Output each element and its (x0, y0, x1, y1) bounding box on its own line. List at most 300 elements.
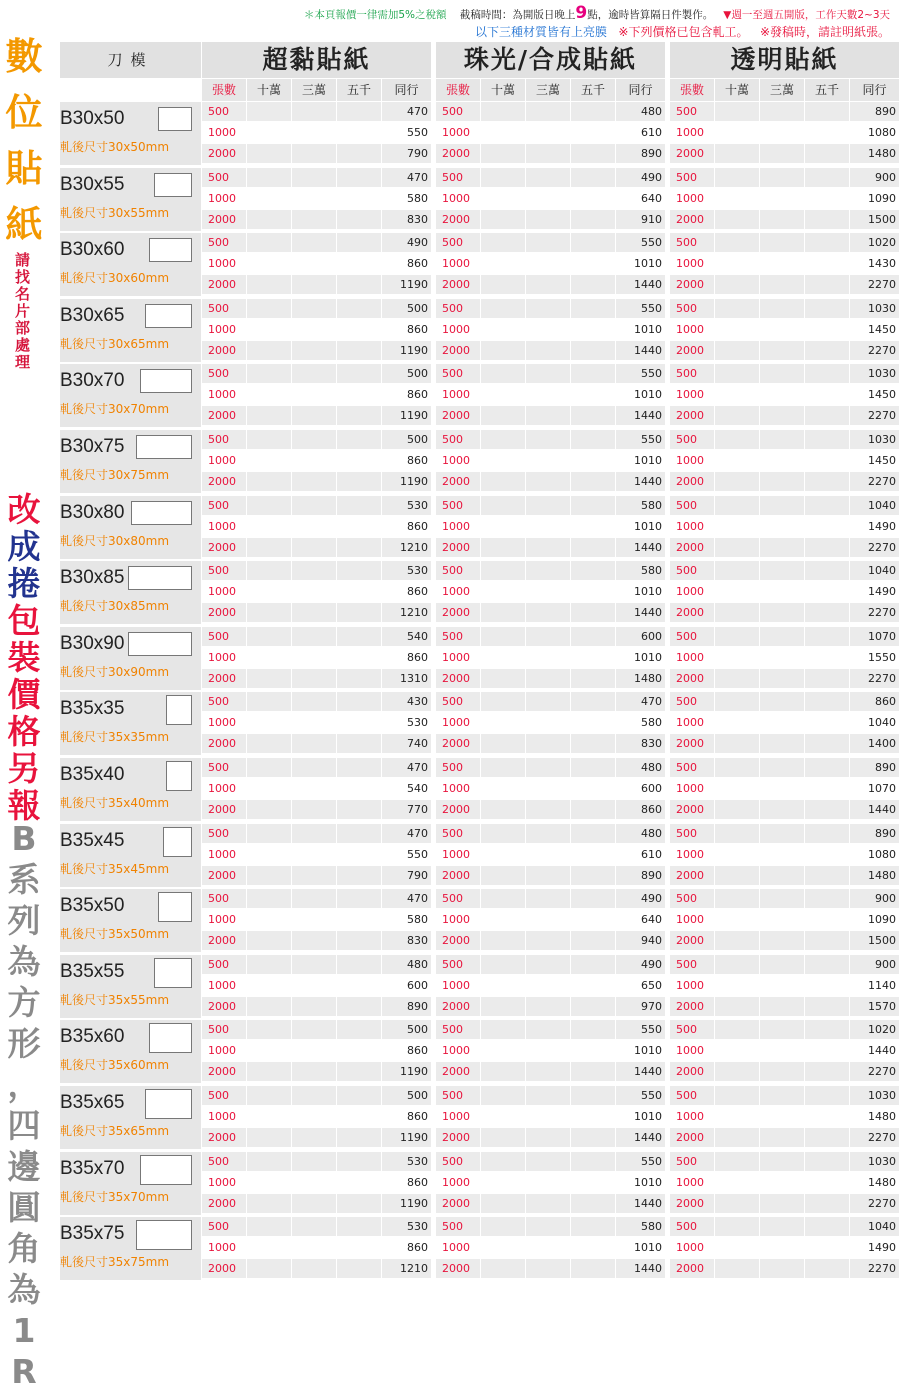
size-cell (60, 102, 201, 165)
empty-tier-cell (760, 1041, 804, 1060)
empty-tier-cell (715, 496, 759, 515)
side-package-note-char: 報 (7, 786, 41, 825)
empty-tier-cell (715, 210, 759, 229)
quantity-cell: 500 (436, 233, 480, 252)
empty-tier-cell (481, 168, 525, 187)
quantity-cell: 1000 (676, 1044, 704, 1057)
empty-tier-cell (571, 123, 615, 142)
price-cell: 1480 (850, 144, 899, 163)
size-cell (60, 496, 201, 559)
empty-tier-cell (760, 385, 804, 404)
size-preview-box (131, 501, 192, 525)
empty-tier-cell (571, 406, 615, 425)
empty-tier-cell (292, 997, 336, 1016)
empty-tier-cell (715, 451, 759, 470)
quantity-cell: 2000 (670, 144, 714, 163)
size-name: B30x50 (60, 108, 125, 129)
size-description: 軋後尺寸30x55mm (60, 206, 170, 220)
empty-tier-cell (292, 341, 336, 360)
empty-tier-cell (247, 299, 291, 318)
empty-tier-cell (481, 341, 525, 360)
size-preview-box (145, 304, 193, 328)
price-cell: 2270 (850, 1259, 899, 1278)
size-name: B35x40 (60, 764, 125, 785)
empty-tier-cell (760, 889, 804, 908)
quantity-cell: 500 (670, 889, 714, 908)
empty-tier-cell (481, 233, 525, 252)
empty-tier-cell (292, 364, 336, 383)
quantity-cell: 500 (202, 955, 246, 974)
quantity-cell: 1000 (442, 651, 470, 664)
empty-tier-cell (292, 1107, 336, 1126)
quantity-cell: 500 (670, 627, 714, 646)
empty-tier-cell (805, 1238, 849, 1257)
side-shape-note-char: 1 (12, 1311, 36, 1350)
price-cell: 860 (616, 800, 665, 819)
empty-tier-cell (715, 102, 759, 121)
quantity-cell: 1000 (442, 1241, 470, 1254)
empty-tier-cell (571, 233, 615, 252)
price-cell: 1310 (382, 669, 431, 688)
empty-tier-cell (247, 976, 291, 995)
price-cell: 770 (382, 800, 431, 819)
empty-tier-cell (247, 1020, 291, 1039)
empty-tier-cell (760, 210, 804, 229)
size-name: B35x75 (60, 1223, 125, 1244)
price-cell: 580 (641, 716, 662, 729)
empty-tier-cell (292, 889, 336, 908)
empty-tier-cell (337, 800, 381, 819)
side-title-char: 位 (5, 91, 43, 134)
size-preview-box (166, 695, 192, 725)
price-cell: 2270 (850, 669, 899, 688)
quantity-cell: 500 (202, 1152, 246, 1171)
price-cell: 580 (407, 913, 428, 926)
empty-tier-cell (247, 341, 291, 360)
quantity-cell: 500 (202, 692, 246, 711)
empty-tier-cell (481, 648, 525, 667)
empty-tier-cell (526, 1217, 570, 1236)
side-subtitle-char: 處 (15, 336, 31, 354)
size-name: B30x70 (60, 370, 125, 391)
empty-tier-cell (715, 1194, 759, 1213)
empty-tier-cell (715, 472, 759, 491)
price-cell: 1430 (868, 257, 896, 270)
empty-tier-cell (715, 406, 759, 425)
size-name: B35x50 (60, 895, 125, 916)
empty-tier-cell (337, 1152, 381, 1171)
empty-tier-cell (337, 472, 381, 491)
price-cell: 500 (382, 430, 431, 449)
quantity-cell: 500 (670, 102, 714, 121)
quantity-cell: 2000 (670, 472, 714, 491)
material-header-1: 超黏貼紙 (202, 42, 431, 78)
empty-tier-cell (715, 1238, 759, 1257)
quantity-cell: 500 (202, 364, 246, 383)
quantity-cell: 1000 (676, 979, 704, 992)
price-cell: 1440 (616, 603, 665, 622)
price-cell: 890 (850, 102, 899, 121)
empty-tier-cell (481, 561, 525, 580)
quantity-cell: 500 (436, 627, 480, 646)
empty-tier-cell (760, 758, 804, 777)
empty-tier-cell (805, 955, 849, 974)
empty-tier-cell (247, 517, 291, 536)
price-cell: 830 (382, 210, 431, 229)
quantity-cell: 500 (670, 1217, 714, 1236)
empty-tier-cell (481, 603, 525, 622)
price-cell: 1490 (868, 585, 896, 598)
empty-tier-cell (481, 845, 525, 864)
empty-tier-cell (571, 472, 615, 491)
quantity-cell: 1000 (676, 323, 704, 336)
empty-tier-cell (247, 800, 291, 819)
empty-tier-cell (715, 144, 759, 163)
empty-tier-cell (805, 669, 849, 688)
empty-tier-cell (571, 299, 615, 318)
empty-tier-cell (481, 779, 525, 798)
empty-tier-cell (760, 1238, 804, 1257)
empty-tier-cell (715, 779, 759, 798)
quantity-cell: 2000 (202, 538, 246, 557)
empty-tier-cell (760, 734, 804, 753)
empty-tier-cell (571, 692, 615, 711)
quantity-cell: 1000 (442, 1110, 470, 1123)
diecut-notice: ※下列價格已包含軋工。 (618, 25, 749, 39)
quantity-cell: 2000 (670, 210, 714, 229)
empty-tier-cell (337, 1238, 381, 1257)
size-preview-box (166, 761, 192, 791)
empty-tier-cell (247, 168, 291, 187)
deadline-notice: 截稿時間：為開版日晚上 (459, 9, 576, 21)
empty-tier-cell (571, 102, 615, 121)
empty-tier-cell (337, 889, 381, 908)
empty-tier-cell (247, 1128, 291, 1147)
empty-tier-cell (760, 669, 804, 688)
empty-tier-cell (805, 692, 849, 711)
empty-tier-cell (571, 496, 615, 515)
size-description: 軋後尺寸30x75mm (60, 468, 170, 482)
empty-tier-cell (760, 430, 804, 449)
price-cell: 1040 (850, 496, 899, 515)
quantity-cell: 1000 (676, 848, 704, 861)
price-cell: 2270 (850, 1062, 899, 1081)
empty-tier-cell (337, 123, 381, 142)
empty-tier-cell (481, 692, 525, 711)
empty-tier-cell (292, 472, 336, 491)
tax-notice: ＊本頁報價一律需加5%之稅額 (303, 9, 447, 21)
quantity-cell: 2000 (436, 734, 480, 753)
price-cell: 1440 (616, 472, 665, 491)
empty-tier-cell (247, 866, 291, 885)
empty-tier-cell (247, 496, 291, 515)
quantity-cell: 1000 (676, 257, 704, 270)
price-cell: 790 (382, 144, 431, 163)
empty-tier-cell (247, 997, 291, 1016)
empty-tier-cell (247, 1259, 291, 1278)
empty-tier-cell (760, 910, 804, 929)
price-cell: 1190 (382, 1128, 431, 1147)
empty-tier-cell (481, 627, 525, 646)
empty-tier-cell (337, 1020, 381, 1039)
empty-tier-cell (715, 582, 759, 601)
size-name: B35x45 (60, 830, 125, 851)
price-cell: 550 (616, 1020, 665, 1039)
price-cell: 1070 (850, 627, 899, 646)
price-cell: 2270 (850, 406, 899, 425)
sub-header-3: 五千 (571, 79, 615, 101)
price-cell: 2270 (850, 1194, 899, 1213)
empty-tier-cell (292, 496, 336, 515)
quantity-cell: 2000 (436, 603, 480, 622)
empty-tier-cell (760, 648, 804, 667)
price-cell: 480 (616, 758, 665, 777)
empty-tier-cell (247, 1152, 291, 1171)
empty-tier-cell (571, 603, 615, 622)
price-cell: 1010 (634, 454, 662, 467)
deadline-notice-end: 點，逾時皆算隔日件製作。 (587, 9, 714, 21)
empty-tier-cell (760, 168, 804, 187)
empty-tier-cell (715, 168, 759, 187)
empty-tier-cell (337, 713, 381, 732)
quantity-cell: 1000 (208, 257, 236, 270)
size-cell (60, 758, 201, 821)
quantity-cell: 1000 (442, 520, 470, 533)
empty-tier-cell (715, 320, 759, 339)
price-cell: 1440 (616, 1194, 665, 1213)
empty-tier-cell (715, 648, 759, 667)
empty-tier-cell (526, 538, 570, 557)
empty-tier-cell (526, 275, 570, 294)
size-cell (60, 1020, 201, 1083)
empty-tier-cell (715, 758, 759, 777)
empty-tier-cell (337, 1259, 381, 1278)
size-preview-box (149, 1023, 192, 1053)
empty-tier-cell (571, 1128, 615, 1147)
empty-tier-cell (526, 1107, 570, 1126)
size-description: 軋後尺寸35x45mm (60, 862, 170, 876)
price-cell: 1010 (634, 1176, 662, 1189)
price-cell: 1500 (850, 210, 899, 229)
empty-tier-cell (247, 713, 291, 732)
price-cell: 860 (407, 323, 428, 336)
empty-tier-cell (760, 189, 804, 208)
empty-tier-cell (571, 910, 615, 929)
quantity-cell: 500 (202, 561, 246, 580)
empty-tier-cell (292, 385, 336, 404)
empty-tier-cell (526, 430, 570, 449)
quantity-cell: 2000 (670, 1128, 714, 1147)
quantity-cell: 500 (436, 1020, 480, 1039)
quantity-cell: 2000 (202, 406, 246, 425)
empty-tier-cell (292, 1238, 336, 1257)
price-cell: 470 (382, 889, 431, 908)
side-shape-note-char: R (11, 1352, 37, 1391)
empty-tier-cell (571, 451, 615, 470)
price-cell: 1030 (850, 1152, 899, 1171)
size-preview-box (128, 566, 192, 590)
price-cell: 610 (641, 126, 662, 139)
empty-tier-cell (292, 713, 336, 732)
size-name: B35x65 (60, 1092, 125, 1113)
quantity-cell: 1000 (676, 388, 704, 401)
empty-tier-cell (526, 364, 570, 383)
size-name: B35x55 (60, 961, 125, 982)
empty-tier-cell (247, 910, 291, 929)
empty-tier-cell (481, 1107, 525, 1126)
price-cell: 580 (616, 1217, 665, 1236)
quantity-cell: 1000 (676, 520, 704, 533)
empty-tier-cell (571, 210, 615, 229)
empty-tier-cell (526, 931, 570, 950)
empty-tier-cell (805, 627, 849, 646)
empty-tier-cell (292, 955, 336, 974)
size-description: 軋後尺寸30x70mm (60, 402, 170, 416)
price-cell: 860 (407, 1176, 428, 1189)
size-preview-box (136, 435, 193, 459)
empty-tier-cell (571, 254, 615, 273)
deadline-hour: 9 (575, 3, 588, 23)
side-shape-note-char: 角 (7, 1229, 41, 1268)
price-cell: 900 (850, 955, 899, 974)
size-cell (60, 430, 201, 493)
empty-tier-cell (337, 102, 381, 121)
empty-tier-cell (805, 824, 849, 843)
quantity-cell: 2000 (670, 603, 714, 622)
price-cell: 740 (382, 734, 431, 753)
sub-header-4: 同行 (850, 79, 899, 101)
side-shape-note-char: 系 (7, 860, 41, 899)
price-cell: 860 (407, 388, 428, 401)
empty-tier-cell (292, 561, 336, 580)
quantity-cell: 1000 (208, 1044, 236, 1057)
empty-tier-cell (526, 189, 570, 208)
empty-tier-cell (526, 1020, 570, 1039)
empty-tier-cell (571, 976, 615, 995)
price-cell: 500 (382, 1086, 431, 1105)
quantity-cell: 1000 (208, 782, 236, 795)
empty-tier-cell (247, 1086, 291, 1105)
side-title-char: 貼 (5, 147, 43, 190)
empty-tier-cell (481, 1173, 525, 1192)
empty-tier-cell (337, 1194, 381, 1213)
quantity-cell: 2000 (670, 866, 714, 885)
price-cell: 480 (616, 102, 665, 121)
empty-tier-cell (292, 320, 336, 339)
empty-tier-cell (481, 364, 525, 383)
empty-tier-cell (805, 779, 849, 798)
empty-tier-cell (571, 734, 615, 753)
empty-tier-cell (760, 341, 804, 360)
empty-tier-cell (805, 845, 849, 864)
empty-tier-cell (481, 1217, 525, 1236)
sub-header-0: 張數 (436, 79, 480, 101)
empty-tier-cell (481, 496, 525, 515)
empty-tier-cell (337, 955, 381, 974)
empty-tier-cell (760, 955, 804, 974)
notice-line-2 (160, 23, 890, 40)
quantity-cell: 1000 (442, 1044, 470, 1057)
size-cell (60, 824, 201, 887)
price-cell: 1070 (868, 782, 896, 795)
empty-tier-cell (526, 866, 570, 885)
sub-header-0: 張數 (670, 79, 714, 101)
empty-tier-cell (337, 779, 381, 798)
quantity-cell: 2000 (202, 866, 246, 885)
price-cell: 530 (382, 561, 431, 580)
quantity-cell: 500 (436, 561, 480, 580)
empty-tier-cell (247, 472, 291, 491)
empty-tier-cell (715, 845, 759, 864)
empty-tier-cell (715, 1062, 759, 1081)
price-cell: 550 (616, 1152, 665, 1171)
empty-tier-cell (760, 144, 804, 163)
quantity-cell: 1000 (676, 1176, 704, 1189)
quantity-cell: 1000 (208, 323, 236, 336)
empty-tier-cell (760, 320, 804, 339)
price-cell: 1080 (868, 848, 896, 861)
empty-tier-cell (526, 472, 570, 491)
empty-tier-cell (526, 1041, 570, 1060)
empty-tier-cell (247, 144, 291, 163)
empty-tier-cell (247, 254, 291, 273)
price-cell: 1020 (850, 1020, 899, 1039)
price-cell: 890 (850, 758, 899, 777)
empty-tier-cell (292, 1259, 336, 1278)
size-cell (60, 561, 201, 624)
empty-tier-cell (292, 1062, 336, 1081)
size-preview-box (158, 892, 192, 922)
quantity-cell: 500 (670, 824, 714, 843)
price-cell: 550 (616, 233, 665, 252)
empty-tier-cell (481, 931, 525, 950)
quantity-cell: 2000 (670, 800, 714, 819)
size-description: 軋後尺寸35x55mm (60, 993, 170, 1007)
empty-tier-cell (337, 299, 381, 318)
empty-tier-cell (526, 582, 570, 601)
side-shape-note (4, 819, 44, 1396)
quantity-cell: 500 (202, 627, 246, 646)
empty-tier-cell (571, 430, 615, 449)
price-cell: 490 (616, 889, 665, 908)
side-subtitle-char: 找 (15, 268, 31, 286)
empty-tier-cell (481, 1152, 525, 1171)
size-preview-box (136, 1220, 193, 1250)
empty-tier-cell (247, 275, 291, 294)
quantity-cell: 1000 (208, 126, 236, 139)
quantity-cell: 500 (202, 1086, 246, 1105)
price-cell: 860 (407, 1110, 428, 1123)
empty-tier-cell (760, 824, 804, 843)
price-cell: 1450 (868, 323, 896, 336)
empty-tier-cell (481, 406, 525, 425)
price-cell: 2270 (850, 538, 899, 557)
empty-tier-cell (292, 582, 336, 601)
quantity-cell: 1000 (208, 848, 236, 861)
price-cell: 830 (382, 931, 431, 950)
empty-tier-cell (805, 582, 849, 601)
empty-tier-cell (292, 779, 336, 798)
price-cell: 1040 (868, 716, 896, 729)
price-cell: 500 (382, 299, 431, 318)
empty-tier-cell (715, 561, 759, 580)
empty-tier-cell (481, 910, 525, 929)
empty-tier-cell (805, 1259, 849, 1278)
empty-tier-cell (715, 997, 759, 1016)
quantity-cell: 1000 (676, 716, 704, 729)
empty-tier-cell (337, 845, 381, 864)
side-package-note-char: 捲 (7, 564, 41, 603)
